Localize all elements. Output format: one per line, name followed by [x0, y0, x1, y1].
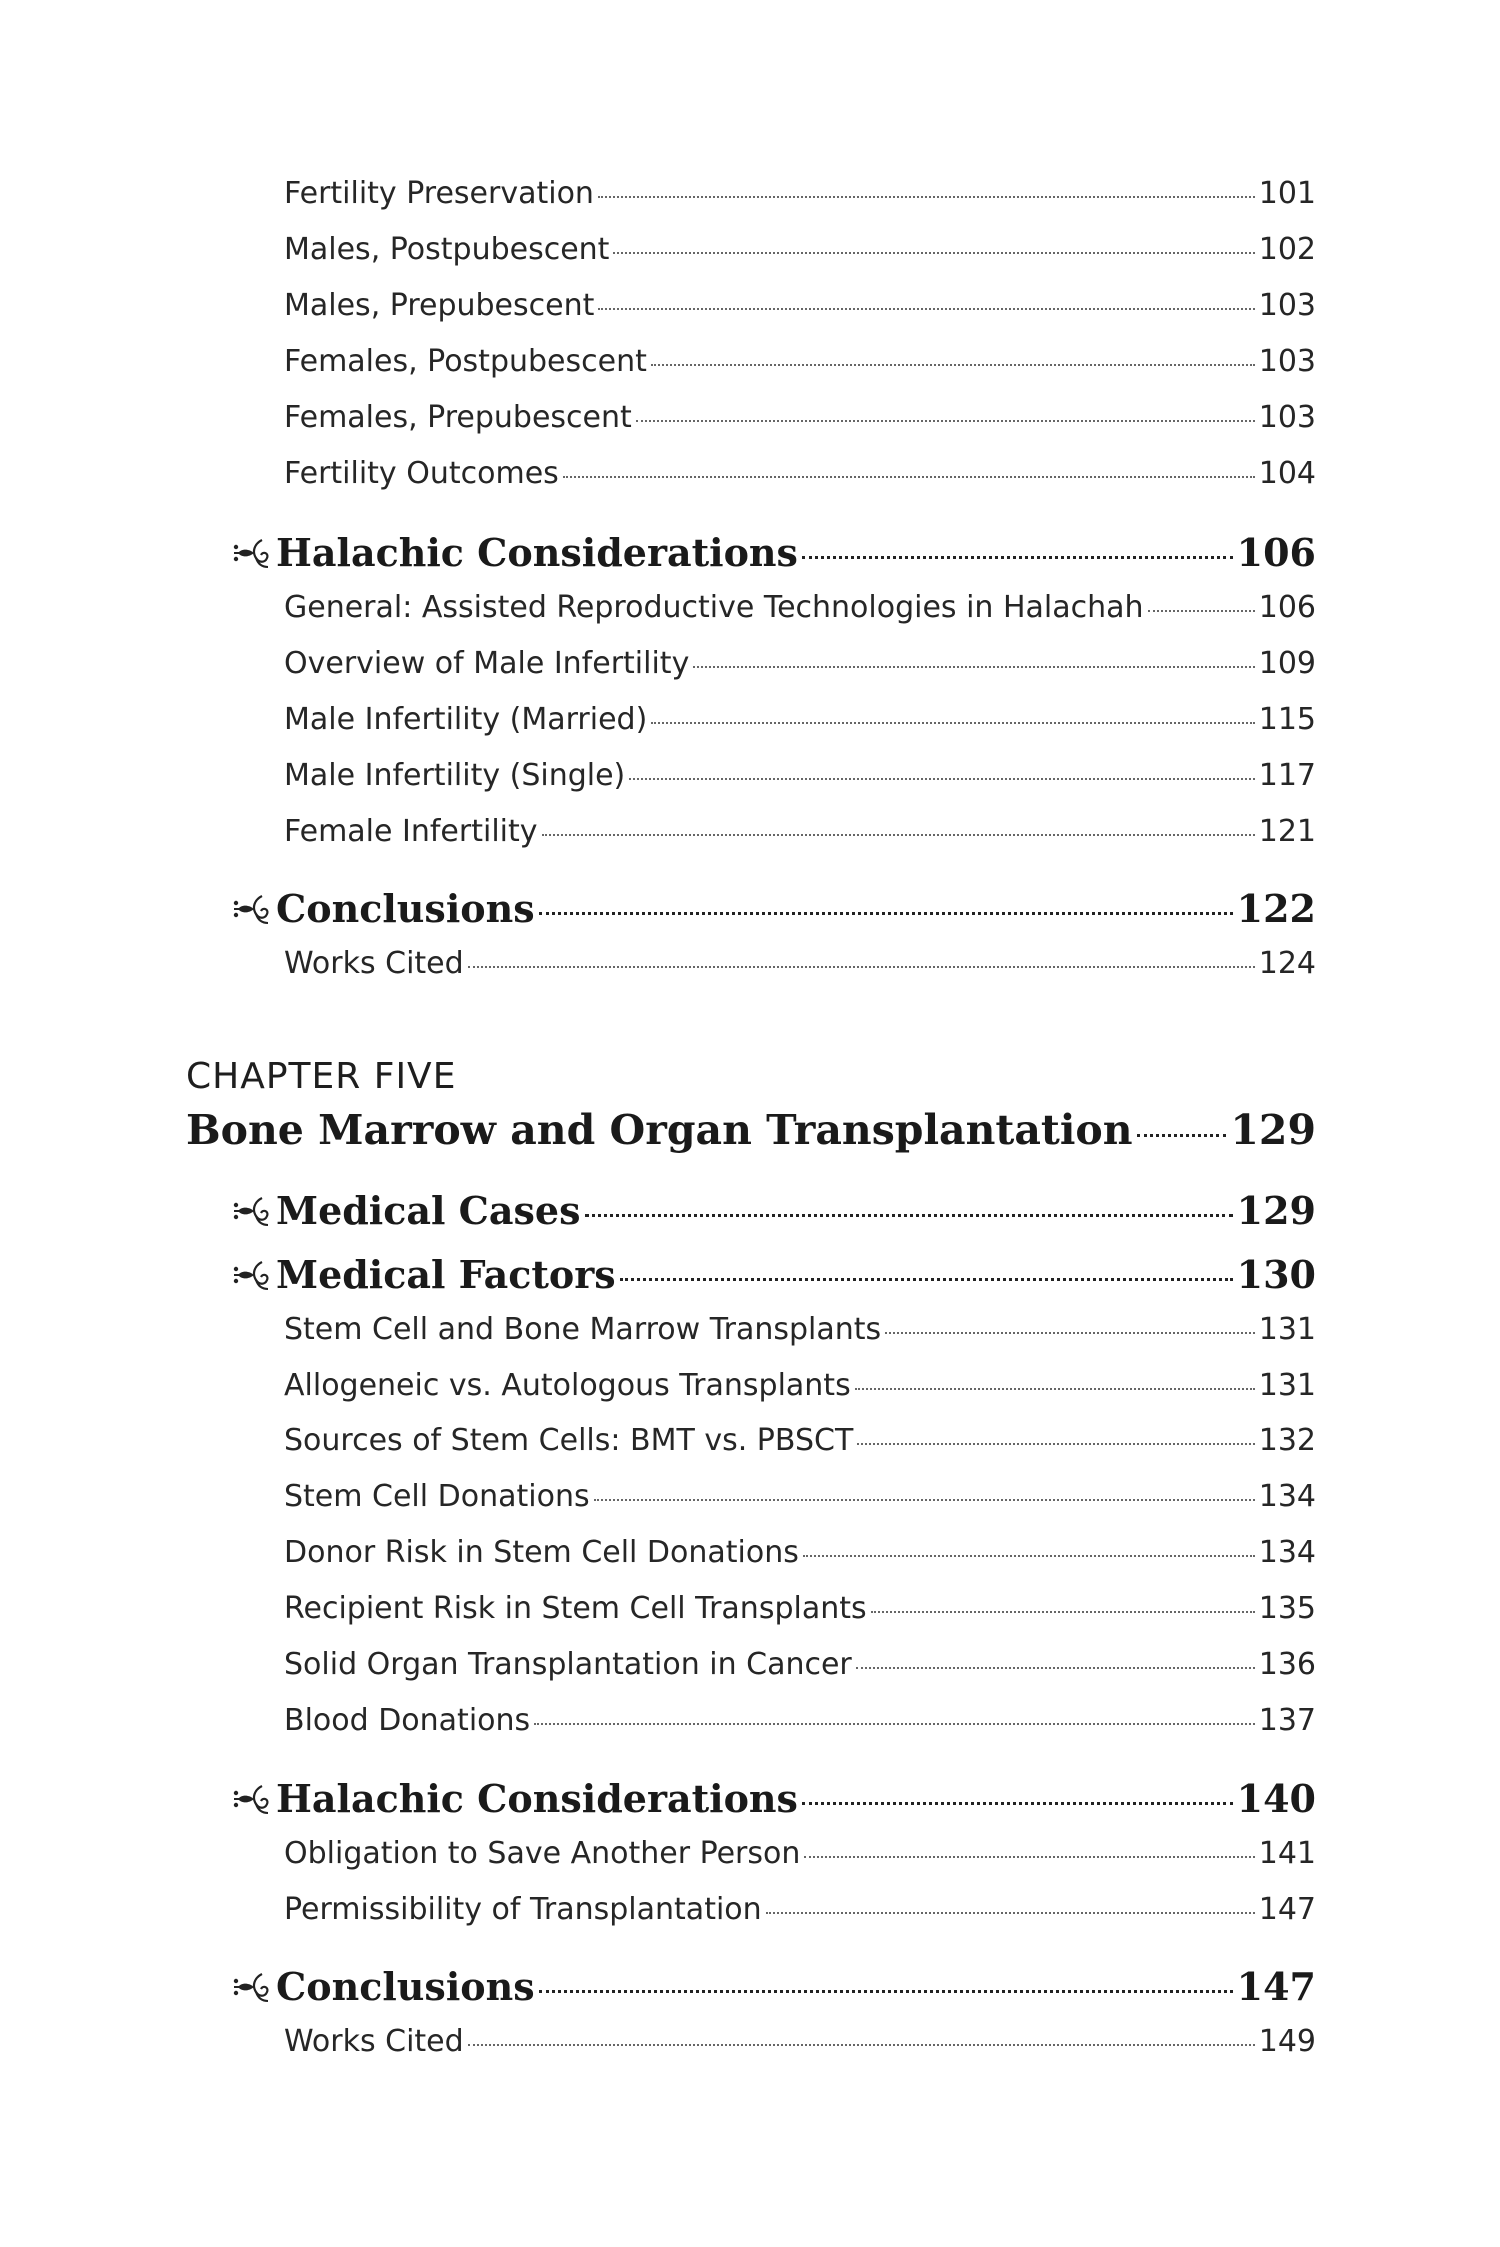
chapter-title-label: Bone Marrow and Organ Transplantation: [186, 1106, 1133, 1154]
toc-entry-label: Obligation to Save Another Person: [284, 1836, 801, 1871]
dot-leader: [857, 1443, 1254, 1445]
toc-section-heading: [232, 1776, 1316, 1821]
toc-entry-page: 135: [1258, 1591, 1316, 1626]
dot-leader: [636, 420, 1255, 422]
toc-entry-page: 132: [1258, 1423, 1316, 1458]
toc-section-label: Conclusions: [276, 1964, 535, 2009]
toc-section-page: 140: [1236, 1776, 1316, 1821]
toc-section-heading: [232, 530, 1316, 575]
toc-entry: [284, 232, 1316, 267]
toc-entry: [284, 646, 1316, 681]
fleuron-icon: [232, 1258, 272, 1292]
toc-entry-page: 102: [1258, 232, 1316, 267]
dot-leader: [1137, 1134, 1227, 1137]
dot-leader: [871, 1611, 1255, 1613]
toc-entry-page: 131: [1258, 1312, 1316, 1347]
toc-entry-label: Females, Prepubescent: [284, 400, 632, 435]
toc-entry-label: Works Cited: [284, 946, 464, 981]
dot-leader: [620, 1278, 1233, 1281]
toc-entry-label: Solid Organ Transplantation in Cancer: [284, 1647, 852, 1682]
toc-entry-label: Allogeneic vs. Autologous Transplants: [284, 1368, 851, 1403]
chapter-label: CHAPTER FIVE: [186, 1056, 457, 1097]
dot-leader: [598, 196, 1255, 198]
toc-entry: [284, 456, 1316, 491]
dot-leader: [594, 1499, 1255, 1501]
toc-entry: [284, 1647, 1316, 1682]
toc-section-label: Halachic Considerations: [276, 1776, 798, 1821]
toc-entry: [284, 1892, 1316, 1927]
toc-entry: [284, 176, 1316, 211]
toc-entry-label: Male Infertility (Single): [284, 758, 626, 793]
toc-entry: [284, 1423, 1316, 1458]
toc-entry: [284, 400, 1316, 435]
toc-section-label: Halachic Considerations: [276, 530, 798, 575]
toc-entry-label: Donor Risk in Stem Cell Donations: [284, 1535, 799, 1570]
dot-leader: [539, 912, 1233, 915]
toc-entry: [284, 344, 1316, 379]
dot-leader: [613, 252, 1254, 254]
toc-entry-page: 131: [1258, 1368, 1316, 1403]
fleuron-icon: [232, 1782, 272, 1816]
toc-entry-page: 147: [1258, 1892, 1316, 1927]
fleuron-icon: [232, 1194, 272, 1228]
toc-entry-label: Overview of Male Infertility: [284, 646, 690, 681]
toc-entry-label: Females, Postpubescent: [284, 344, 647, 379]
toc-entry: [284, 1368, 1316, 1403]
chapter-title-page: 129: [1230, 1106, 1316, 1154]
toc-entry-label: Recipient Risk in Stem Cell Transplants: [284, 1591, 867, 1626]
fleuron-icon: [232, 892, 272, 926]
toc-entry-label: General: Assisted Reproductive Technologies in Halachah: [284, 590, 1144, 625]
toc-entry: [284, 1836, 1316, 1871]
toc-entry-page: 103: [1258, 344, 1316, 379]
dot-leader: [585, 1214, 1233, 1217]
dot-leader: [629, 778, 1254, 780]
toc-entry-label: Female Infertility: [284, 814, 538, 849]
toc-entry: [284, 702, 1316, 737]
dot-leader: [468, 966, 1255, 968]
toc-entry-label: Works Cited: [284, 2024, 464, 2059]
toc-entry-page: 149: [1258, 2024, 1316, 2059]
dot-leader: [766, 1912, 1255, 1914]
dot-leader: [534, 1723, 1255, 1725]
toc-entry-page: 103: [1258, 400, 1316, 435]
dot-leader: [802, 1802, 1233, 1805]
toc-entry-label: Fertility Preservation: [284, 176, 594, 211]
toc-entry-page: 115: [1258, 702, 1316, 737]
dot-leader: [542, 834, 1255, 836]
toc-entry-page: 137: [1258, 1703, 1316, 1738]
toc-entry: [284, 288, 1316, 323]
dot-leader: [468, 2044, 1255, 2046]
toc-section-label: Conclusions: [276, 886, 535, 931]
toc-entry: [284, 1703, 1316, 1738]
toc-entry-page: 134: [1258, 1479, 1316, 1514]
toc-entry: [284, 2024, 1316, 2059]
toc-entry: [284, 1479, 1316, 1514]
toc-entry-label: Sources of Stem Cells: BMT vs. PBSCT: [284, 1423, 854, 1458]
dot-leader: [563, 476, 1255, 478]
dot-leader: [885, 1332, 1255, 1334]
toc-entry-label: Fertility Outcomes: [284, 456, 559, 491]
toc-entry-page: 136: [1258, 1647, 1316, 1682]
toc-section-page: 130: [1236, 1252, 1316, 1297]
toc-entry-label: Stem Cell and Bone Marrow Transplants: [284, 1312, 882, 1347]
toc-entry-label: Male Infertility (Married): [284, 702, 648, 737]
dot-leader: [539, 1990, 1233, 1993]
dot-leader: [651, 364, 1255, 366]
toc-entry-label: Males, Prepubescent: [284, 288, 595, 323]
toc-section-page: 129: [1236, 1188, 1316, 1233]
toc-section-page: 122: [1236, 886, 1316, 931]
chapter-title: [186, 1106, 1316, 1154]
dot-leader: [804, 1856, 1254, 1858]
dot-leader: [855, 1388, 1255, 1390]
toc-section-label: Medical Factors: [276, 1252, 616, 1297]
toc-entry-label: Blood Donations: [284, 1703, 531, 1738]
toc-section-label: Medical Cases: [276, 1188, 581, 1233]
dot-leader: [802, 556, 1233, 559]
dot-leader: [693, 666, 1254, 668]
toc-entry-label: Males, Postpubescent: [284, 232, 610, 267]
toc-section-page: 147: [1236, 1964, 1316, 2009]
toc-entry: [284, 814, 1316, 849]
fleuron-icon: [232, 536, 272, 570]
toc-entry-page: 103: [1258, 288, 1316, 323]
toc-entry-page: 104: [1258, 456, 1316, 491]
toc-entry-page: 101: [1258, 176, 1316, 211]
toc-section-heading: [232, 1188, 1316, 1233]
toc-entry: [284, 758, 1316, 793]
toc-entry-page: 121: [1258, 814, 1316, 849]
toc-entry-page: 117: [1258, 758, 1316, 793]
dot-leader: [598, 308, 1254, 310]
toc-section-heading: [232, 886, 1316, 931]
toc-entry: [284, 1312, 1316, 1347]
toc-entry-page: 124: [1258, 946, 1316, 981]
toc-entry: [284, 590, 1316, 625]
dot-leader: [803, 1555, 1255, 1557]
fleuron-icon: [232, 1970, 272, 2004]
toc-entry-page: 106: [1258, 590, 1316, 625]
dot-leader: [856, 1667, 1255, 1669]
dot-leader: [651, 722, 1254, 724]
toc-entry-label: Stem Cell Donations: [284, 1479, 590, 1514]
dot-leader: [1148, 610, 1255, 612]
toc-entry-label: Permissibility of Transplantation: [284, 1892, 762, 1927]
toc-entry-page: 141: [1258, 1836, 1316, 1871]
toc-entry-page: 109: [1258, 646, 1316, 681]
toc-section-page: 106: [1236, 530, 1316, 575]
toc-entry: [284, 1535, 1316, 1570]
toc-entry: [284, 946, 1316, 981]
toc-section-heading: [232, 1252, 1316, 1297]
toc-entry-page: 134: [1258, 1535, 1316, 1570]
toc-entry: [284, 1591, 1316, 1626]
toc-section-heading: [232, 1964, 1316, 2009]
